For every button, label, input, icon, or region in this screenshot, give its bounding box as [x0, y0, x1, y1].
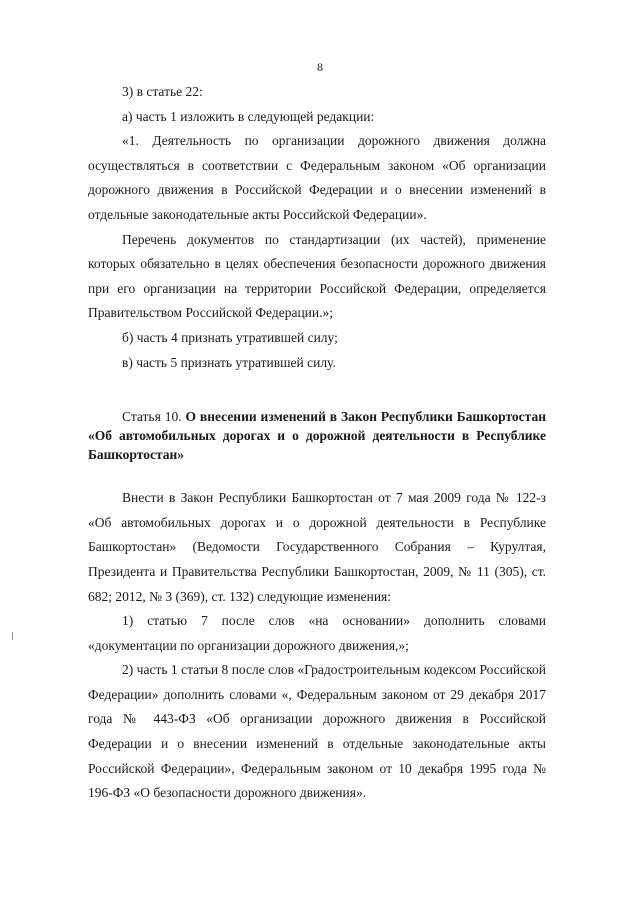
paragraph-part-4-repeal: б) часть 4 признать утратившей силу; — [122, 329, 338, 345]
document-body — [88, 80, 546, 806]
paragraph-standards-list: Перечень документов по стандартизации (их частей), применение которых обязательно в целях обеспечения безопасности дорожного движения при его организации на территории Российской Федерации, определяется Правительством Российской Федерации.»; — [88, 231, 546, 321]
article-10-heading — [88, 407, 546, 464]
paragraph-part-1-instruction: а) часть 1 изложить в следующей редакции: — [122, 108, 375, 124]
article-10-prefix: Статья 10. — [122, 409, 182, 425]
page-number: 8 — [317, 60, 323, 74]
scan-edge-mark — [12, 632, 13, 640]
paragraph-part-1-new-text: «1. Деятельность по организации дорожного движения должна осуществляться в соответствии с Федеральным законом «Об организации дорожного движения в Российской Федерации и о внесении изменений в отдельные законодательные акты Российской Федерации». — [88, 133, 546, 222]
paragraph-part-5-repeal: в) часть 5 признать утратившей силу. — [122, 354, 336, 370]
paragraph-amend-article-7: 1) статью 7 после слов «на основании» дополнить словами «документации по организации дорожного движения,»; — [88, 613, 546, 653]
paragraph-amend-law-intro: Внести в Закон Республики Башкортостан от 7 мая 2009 года № 122-з «Об автомобильных дорогах и о дорожной деятельности в Республике Башкортостан» (Ведомости Государственного Собрания – Курултая, Президента и Правительства Республики Башкортостан, 2009, № 11 (305), ст. 682; 2012, № 3 (369), ст. 132) следующие изменения: — [88, 490, 546, 604]
paragraph-article-22-intro: 3) в статье 22: — [122, 84, 203, 99]
article-10-title: О внесении изменений в Закон Республики Башкортостан «Об автомобильных дорогах и о дорожной деятельности в Республике Башкортостан» — [88, 409, 546, 463]
paragraph-amend-article-8: 2) часть 1 статьи 8 после слов «Градостроительным кодексом Российской Федерации» дополнить словами «, Федеральным законом от 29 декабря 2017 года № 443-ФЗ «Об организации дорожного движения в Российской Федерации и о внесении изменений в отдельные законодательные акты Российской Федерации», Федеральным законом от 10 декабря 1995 года № 196-ФЗ «О безопасности дорожного движения». — [88, 662, 546, 801]
